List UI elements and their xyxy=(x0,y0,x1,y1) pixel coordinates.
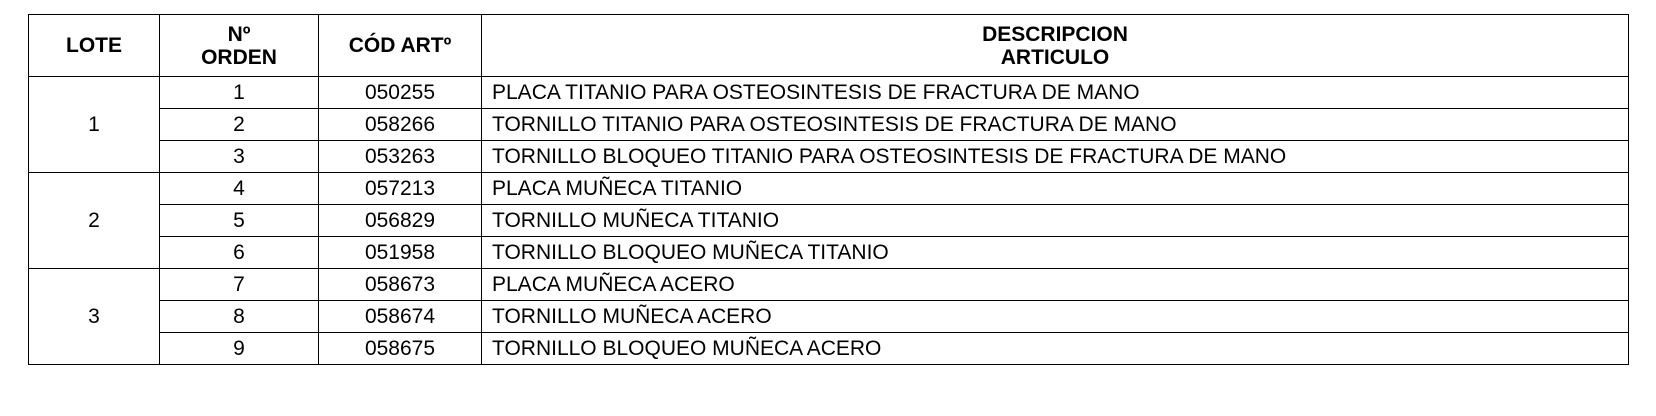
table-row xyxy=(29,205,1629,237)
desc-cell: TORNILLO MUÑECA TITANIO xyxy=(482,205,1629,237)
cod-cell: 058675 xyxy=(319,333,482,365)
header-desc-label-line1: DESCRIPCION xyxy=(982,22,1128,46)
table-body xyxy=(29,77,1629,365)
desc-cell: TORNILLO BLOQUEO MUÑECA TITANIO xyxy=(482,237,1629,269)
cod-cell: 056829 xyxy=(319,205,482,237)
table-row xyxy=(29,333,1629,365)
orden-cell: 4 xyxy=(160,173,319,205)
table-row xyxy=(29,77,1629,109)
table-row xyxy=(29,269,1629,301)
orden-cell: 3 xyxy=(160,141,319,173)
desc-cell: TORNILLO MUÑECA ACERO xyxy=(482,301,1629,333)
header-orden-label-line2: ORDEN xyxy=(201,45,277,69)
header-cod xyxy=(319,15,482,77)
cod-cell: 058674 xyxy=(319,301,482,333)
desc-cell: TORNILLO BLOQUEO TITANIO PARA OSTEOSINTESIS DE FRACTURA DE MANO xyxy=(482,141,1629,173)
lote-cell: 1 xyxy=(29,77,160,173)
header-lote-label: LOTE xyxy=(66,34,122,57)
cod-cell: 057213 xyxy=(319,173,482,205)
desc-cell: PLACA MUÑECA ACERO xyxy=(482,269,1629,301)
desc-cell: PLACA TITANIO PARA OSTEOSINTESIS DE FRACTURA DE MANO xyxy=(482,77,1629,109)
orden-cell: 9 xyxy=(160,333,319,365)
header-desc xyxy=(482,15,1629,77)
cod-cell: 058673 xyxy=(319,269,482,301)
orden-cell: 2 xyxy=(160,109,319,141)
desc-cell: TORNILLO BLOQUEO MUÑECA ACERO xyxy=(482,333,1629,365)
cod-cell: 050255 xyxy=(319,77,482,109)
cod-cell: 051958 xyxy=(319,237,482,269)
header-lote xyxy=(29,15,160,77)
table-row xyxy=(29,141,1629,173)
orden-cell: 7 xyxy=(160,269,319,301)
desc-cell: TORNILLO TITANIO PARA OSTEOSINTESIS DE FRACTURA DE MANO xyxy=(482,109,1629,141)
header-desc-label-line2: ARTICULO xyxy=(1000,45,1110,69)
lote-cell: 2 xyxy=(29,173,160,269)
table-header xyxy=(29,15,1629,77)
header-cod-label: CÓD ARTº xyxy=(348,34,452,57)
header-orden-label-line1: Nº xyxy=(227,22,251,46)
desc-cell: PLACA MUÑECA TITANIO xyxy=(482,173,1629,205)
table-row xyxy=(29,173,1629,205)
cod-cell: 058266 xyxy=(319,109,482,141)
table-row xyxy=(29,109,1629,141)
header-row xyxy=(29,15,1629,77)
header-orden xyxy=(160,15,319,77)
lote-cell: 3 xyxy=(29,269,160,365)
articles-table xyxy=(28,14,1629,365)
table-row xyxy=(29,301,1629,333)
cod-cell: 053263 xyxy=(319,141,482,173)
orden-cell: 8 xyxy=(160,301,319,333)
table-row xyxy=(29,237,1629,269)
orden-cell: 1 xyxy=(160,77,319,109)
orden-cell: 6 xyxy=(160,237,319,269)
orden-cell: 5 xyxy=(160,205,319,237)
